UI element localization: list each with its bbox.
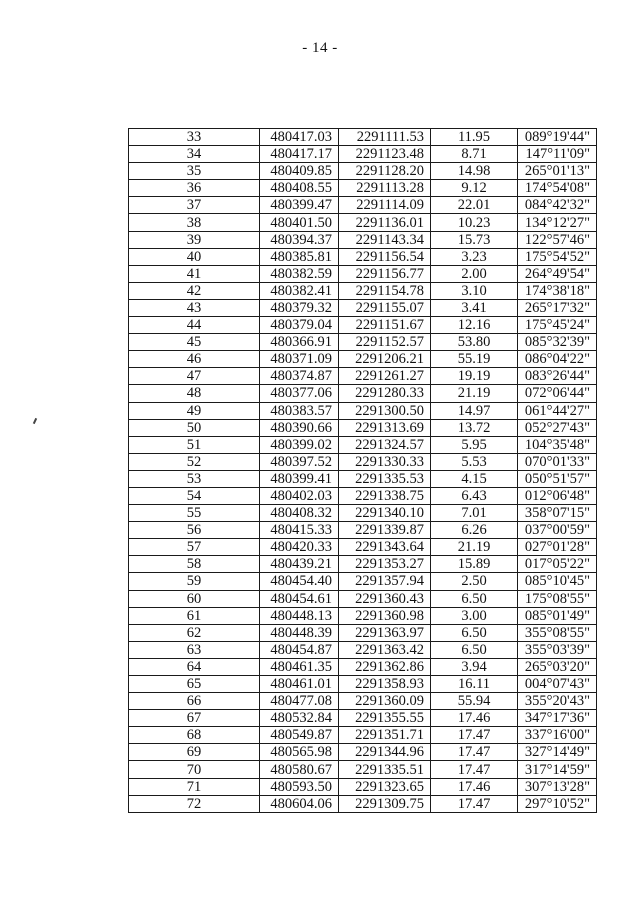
bearing-cell: 327°14'49" [518,744,597,761]
x-coordinate-cell: 480379.32 [260,299,339,316]
distance-cell: 8.71 [431,146,518,163]
bearing-cell: 355°03'39" [518,641,597,658]
point-number-cell: 53 [129,470,260,487]
point-number-cell: 33 [129,129,260,146]
bearing-cell: 085°01'49" [518,607,597,624]
point-number-cell: 59 [129,573,260,590]
bearing-cell: 104°35'48" [518,436,597,453]
bearing-cell: 061°44'27" [518,402,597,419]
point-number-cell: 40 [129,248,260,265]
table-row [129,624,597,641]
table-row [129,487,597,504]
bearing-cell: 175°54'52" [518,248,597,265]
x-coordinate-cell: 480454.87 [260,641,339,658]
distance-cell: 9.12 [431,180,518,197]
point-number-cell: 56 [129,522,260,539]
distance-cell: 14.97 [431,402,518,419]
stray-pen-mark [33,418,37,424]
point-number-cell: 45 [129,334,260,351]
point-number-cell: 43 [129,299,260,316]
distance-cell: 3.10 [431,282,518,299]
table-row [129,129,597,146]
y-coordinate-cell: 2291351.71 [339,727,431,744]
table-row [129,778,597,795]
x-coordinate-cell: 480399.47 [260,197,339,214]
x-coordinate-cell: 480439.21 [260,556,339,573]
bearing-cell: 174°38'18" [518,282,597,299]
bearing-cell: 265°03'20" [518,658,597,675]
bearing-cell: 347°17'36" [518,710,597,727]
y-coordinate-cell: 2291280.33 [339,385,431,402]
point-number-cell: 72 [129,795,260,812]
bearing-cell: 307°13'28" [518,778,597,795]
table-row [129,556,597,573]
y-coordinate-cell: 2291136.01 [339,214,431,231]
bearing-cell: 317°14'59" [518,761,597,778]
point-number-cell: 37 [129,197,260,214]
x-coordinate-cell: 480604.06 [260,795,339,812]
table-row [129,744,597,761]
table-row [129,146,597,163]
distance-cell: 55.19 [431,351,518,368]
point-number-cell: 61 [129,607,260,624]
point-number-cell: 68 [129,727,260,744]
x-coordinate-cell: 480379.04 [260,317,339,334]
x-coordinate-cell: 480390.66 [260,419,339,436]
table-row [129,710,597,727]
table-row [129,590,597,607]
y-coordinate-cell: 2291339.87 [339,522,431,539]
distance-cell: 6.50 [431,641,518,658]
y-coordinate-cell: 2291363.97 [339,624,431,641]
y-coordinate-cell: 2291300.50 [339,402,431,419]
y-coordinate-cell: 2291358.93 [339,676,431,693]
x-coordinate-cell: 480448.39 [260,624,339,641]
distance-cell: 6.50 [431,624,518,641]
table-row [129,282,597,299]
distance-cell: 15.73 [431,231,518,248]
bearing-cell: 072°06'44" [518,385,597,402]
y-coordinate-cell: 2291357.94 [339,573,431,590]
distance-cell: 6.50 [431,590,518,607]
table-row [129,248,597,265]
page-number: - 14 - [302,40,338,56]
y-coordinate-cell: 2291360.09 [339,693,431,710]
x-coordinate-cell: 480394.37 [260,231,339,248]
point-number-cell: 41 [129,265,260,282]
x-coordinate-cell: 480371.09 [260,351,339,368]
table-row [129,453,597,470]
table-row [129,522,597,539]
x-coordinate-cell: 480402.03 [260,487,339,504]
x-coordinate-cell: 480399.41 [260,470,339,487]
table-row [129,197,597,214]
distance-cell: 5.95 [431,436,518,453]
x-coordinate-cell: 480461.01 [260,676,339,693]
point-number-cell: 42 [129,282,260,299]
y-coordinate-cell: 2291343.64 [339,539,431,556]
x-coordinate-cell: 480593.50 [260,778,339,795]
y-coordinate-cell: 2291114.09 [339,197,431,214]
x-coordinate-cell: 480454.40 [260,573,339,590]
bearing-cell: 037°00'59" [518,522,597,539]
bearing-cell: 147°11'09" [518,146,597,163]
x-coordinate-cell: 480580.67 [260,761,339,778]
x-coordinate-cell: 480409.85 [260,163,339,180]
point-number-cell: 63 [129,641,260,658]
bearing-cell: 012°06'48" [518,487,597,504]
bearing-cell: 297°10'52" [518,795,597,812]
distance-cell: 17.47 [431,727,518,744]
distance-cell: 2.00 [431,265,518,282]
bearing-cell: 085°32'39" [518,334,597,351]
distance-cell: 3.94 [431,658,518,675]
bearing-cell: 265°17'32" [518,299,597,316]
distance-cell: 21.19 [431,539,518,556]
y-coordinate-cell: 2291323.65 [339,778,431,795]
table-row [129,761,597,778]
x-coordinate-cell: 480366.91 [260,334,339,351]
point-number-cell: 51 [129,436,260,453]
bearing-cell: 050°51'57" [518,470,597,487]
x-coordinate-cell: 480382.59 [260,265,339,282]
table-row [129,693,597,710]
bearing-cell: 027°01'28" [518,539,597,556]
distance-cell: 5.53 [431,453,518,470]
y-coordinate-cell: 2291362.86 [339,658,431,675]
x-coordinate-cell: 480374.87 [260,368,339,385]
point-number-cell: 70 [129,761,260,778]
table-row [129,573,597,590]
x-coordinate-cell: 480532.84 [260,710,339,727]
table-row [129,658,597,675]
x-coordinate-cell: 480461.35 [260,658,339,675]
y-coordinate-cell: 2291156.77 [339,265,431,282]
table-row [129,265,597,282]
y-coordinate-cell: 2291123.48 [339,146,431,163]
bearing-cell: 264°49'54" [518,265,597,282]
y-coordinate-cell: 2291143.34 [339,231,431,248]
bearing-cell: 174°54'08" [518,180,597,197]
distance-cell: 12.16 [431,317,518,334]
distance-cell: 17.46 [431,710,518,727]
table-row [129,351,597,368]
x-coordinate-cell: 480408.32 [260,505,339,522]
y-coordinate-cell: 2291206.21 [339,351,431,368]
point-number-cell: 54 [129,487,260,504]
distance-cell: 17.47 [431,761,518,778]
y-coordinate-cell: 2291330.33 [339,453,431,470]
table-row [129,727,597,744]
distance-cell: 7.01 [431,505,518,522]
table-row [129,214,597,231]
table-row [129,641,597,658]
point-number-cell: 44 [129,317,260,334]
x-coordinate-cell: 480401.50 [260,214,339,231]
distance-cell: 6.43 [431,487,518,504]
y-coordinate-cell: 2291360.98 [339,607,431,624]
bearing-cell: 089°19'44" [518,129,597,146]
distance-cell: 4.15 [431,470,518,487]
x-coordinate-cell: 480382.41 [260,282,339,299]
table-row [129,470,597,487]
table-row [129,402,597,419]
y-coordinate-cell: 2291355.55 [339,710,431,727]
y-coordinate-cell: 2291128.20 [339,163,431,180]
bearing-cell: 265°01'13" [518,163,597,180]
distance-cell: 14.98 [431,163,518,180]
table-row [129,436,597,453]
x-coordinate-cell: 480408.55 [260,180,339,197]
bearing-cell: 070°01'33" [518,453,597,470]
point-number-cell: 65 [129,676,260,693]
y-coordinate-cell: 2291309.75 [339,795,431,812]
y-coordinate-cell: 2291113.28 [339,180,431,197]
point-number-cell: 39 [129,231,260,248]
y-coordinate-cell: 2291353.27 [339,556,431,573]
table-row [129,539,597,556]
point-number-cell: 35 [129,163,260,180]
y-coordinate-cell: 2291335.51 [339,761,431,778]
table-row [129,317,597,334]
x-coordinate-cell: 480385.81 [260,248,339,265]
distance-cell: 10.23 [431,214,518,231]
x-coordinate-cell: 480415.33 [260,522,339,539]
bearing-cell: 122°57'46" [518,231,597,248]
distance-cell: 16.11 [431,676,518,693]
table-row [129,231,597,248]
point-number-cell: 36 [129,180,260,197]
distance-cell: 19.19 [431,368,518,385]
y-coordinate-cell: 2291151.67 [339,317,431,334]
bearing-cell: 175°08'55" [518,590,597,607]
table-row [129,180,597,197]
bearing-cell: 086°04'22" [518,351,597,368]
point-number-cell: 67 [129,710,260,727]
y-coordinate-cell: 2291340.10 [339,505,431,522]
distance-cell: 11.95 [431,129,518,146]
distance-cell: 17.46 [431,778,518,795]
y-coordinate-cell: 2291324.57 [339,436,431,453]
point-number-cell: 69 [129,744,260,761]
distance-cell: 22.01 [431,197,518,214]
distance-cell: 2.50 [431,573,518,590]
distance-cell: 6.26 [431,522,518,539]
distance-cell: 17.47 [431,744,518,761]
bearing-cell: 134°12'27" [518,214,597,231]
y-coordinate-cell: 2291261.27 [339,368,431,385]
point-number-cell: 34 [129,146,260,163]
coordinates-table [128,128,597,813]
bearing-cell: 083°26'44" [518,368,597,385]
distance-cell: 55.94 [431,693,518,710]
x-coordinate-cell: 480477.08 [260,693,339,710]
bearing-cell: 017°05'22" [518,556,597,573]
y-coordinate-cell: 2291338.75 [339,487,431,504]
y-coordinate-cell: 2291363.42 [339,641,431,658]
y-coordinate-cell: 2291313.69 [339,419,431,436]
table-row [129,676,597,693]
x-coordinate-cell: 480399.02 [260,436,339,453]
bearing-cell: 004°07'43" [518,676,597,693]
point-number-cell: 52 [129,453,260,470]
distance-cell: 3.00 [431,607,518,624]
y-coordinate-cell: 2291154.78 [339,282,431,299]
x-coordinate-cell: 480383.57 [260,402,339,419]
y-coordinate-cell: 2291111.53 [339,129,431,146]
point-number-cell: 60 [129,590,260,607]
bearing-cell: 358°07'15" [518,505,597,522]
table-row [129,163,597,180]
table-row [129,419,597,436]
distance-cell: 21.19 [431,385,518,402]
point-number-cell: 57 [129,539,260,556]
y-coordinate-cell: 2291156.54 [339,248,431,265]
point-number-cell: 71 [129,778,260,795]
table-row [129,334,597,351]
distance-cell: 3.41 [431,299,518,316]
table-row [129,299,597,316]
x-coordinate-cell: 480565.98 [260,744,339,761]
x-coordinate-cell: 480549.87 [260,727,339,744]
y-coordinate-cell: 2291155.07 [339,299,431,316]
point-number-cell: 48 [129,385,260,402]
y-coordinate-cell: 2291344.96 [339,744,431,761]
point-number-cell: 50 [129,419,260,436]
point-number-cell: 47 [129,368,260,385]
point-number-cell: 46 [129,351,260,368]
point-number-cell: 55 [129,505,260,522]
x-coordinate-cell: 480420.33 [260,539,339,556]
x-coordinate-cell: 480417.03 [260,129,339,146]
point-number-cell: 62 [129,624,260,641]
table-row [129,385,597,402]
table-row [129,607,597,624]
x-coordinate-cell: 480448.13 [260,607,339,624]
table-row [129,505,597,522]
bearing-cell: 337°16'00" [518,727,597,744]
distance-cell: 3.23 [431,248,518,265]
bearing-cell: 085°10'45" [518,573,597,590]
point-number-cell: 38 [129,214,260,231]
point-number-cell: 49 [129,402,260,419]
table-row [129,795,597,812]
distance-cell: 53.80 [431,334,518,351]
bearing-cell: 355°08'55" [518,624,597,641]
bearing-cell: 052°27'43" [518,419,597,436]
x-coordinate-cell: 480377.06 [260,385,339,402]
x-coordinate-cell: 480454.61 [260,590,339,607]
coordinates-table-body [129,129,597,813]
point-number-cell: 64 [129,658,260,675]
bearing-cell: 084°42'32" [518,197,597,214]
y-coordinate-cell: 2291335.53 [339,470,431,487]
distance-cell: 15.89 [431,556,518,573]
y-coordinate-cell: 2291152.57 [339,334,431,351]
table-row [129,368,597,385]
x-coordinate-cell: 480397.52 [260,453,339,470]
point-number-cell: 66 [129,693,260,710]
y-coordinate-cell: 2291360.43 [339,590,431,607]
x-coordinate-cell: 480417.17 [260,146,339,163]
distance-cell: 13.72 [431,419,518,436]
point-number-cell: 58 [129,556,260,573]
bearing-cell: 355°20'43" [518,693,597,710]
bearing-cell: 175°45'24" [518,317,597,334]
distance-cell: 17.47 [431,795,518,812]
